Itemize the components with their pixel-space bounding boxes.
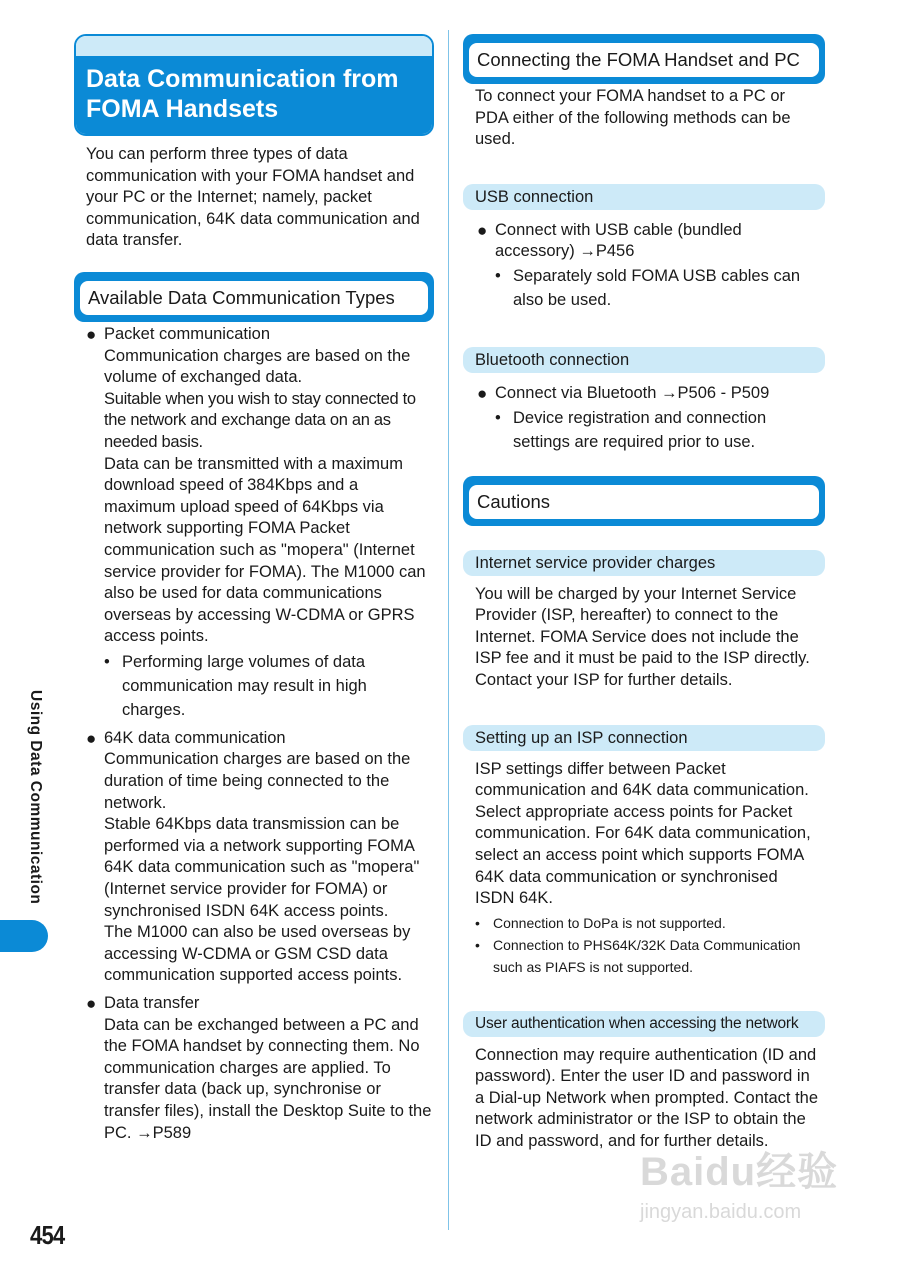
side-section-label: Using Data Communication: [27, 690, 44, 905]
small-bullet-icon: •: [495, 408, 501, 427]
packet-note-text: Performing large volumes of data communication may result in high charges.: [122, 652, 367, 719]
isp-note-2-text: Connection to PHS64K/32K Data Communication such as PIAFS is not supported.: [493, 936, 801, 975]
column-divider: [448, 30, 449, 1230]
subheading-isp-setup: Setting up an ISP connection: [463, 725, 825, 751]
bt-ref-link[interactable]: →P506 - P509: [661, 383, 770, 402]
watermark-brand: Baidu经验: [640, 1150, 839, 1194]
bt-bullet-text: Connect via Bluetooth: [495, 383, 657, 402]
small-bullet-icon: •: [495, 266, 501, 285]
section-heading-types: [74, 272, 434, 322]
k64-para-3: The M1000 can also be used overseas by accessing W-CDMA or GSM CSD data communication supported access points.: [104, 923, 411, 985]
subheading-isp-charges: Internet service provider charges: [463, 550, 825, 576]
isp-note-2: [475, 934, 825, 978]
k64-para-2: Stable 64Kbps data transmission can be performed via a network supporting FOMA 64K data communication such as "mopera" (Internet service provider for FOMA) or synchronised ISDN 64K access points.: [104, 815, 420, 920]
k64-para-1: Communication charges are based on the duration of time being connected to the network.: [104, 750, 411, 812]
packet-heading: Packet communication: [104, 324, 270, 343]
bt-bullet: [477, 383, 825, 454]
bt-note: [495, 406, 825, 454]
section-heading-types-label: Available Data Communication Types: [80, 281, 428, 315]
bullet-icon: ●: [86, 324, 97, 344]
user-auth-text: Connection may require authentication (ID and password). Enter the user ID and password in a Dial-up Network when prompted. Contact the network administrator or the ISP to obtain the ID and password, and for further details.: [475, 1045, 819, 1151]
isp-charges-text: You will be charged by your Internet Service Provider (ISP, hereafter) to connect to the Internet. FOMA Service does not include the ISP fee and it must be paid to the ISP directly. Contact your ISP for further details.: [475, 584, 810, 689]
bullet-icon: ●: [86, 994, 97, 1013]
usb-note-text: Separately sold FOMA USB cables can also be used.: [513, 266, 801, 309]
list-item-64k: [86, 728, 434, 987]
page-number: 454: [30, 1220, 65, 1250]
intro-paragraph: You can perform three types of data communication with your FOMA handset and your PC or the Internet; namely, packet communication, 64K data communication and data transfer.: [86, 145, 420, 250]
packet-para-3: Data can be transmitted with a maximum download speed of 384Kbps and a maximum upload speed of 64Kbps via network supporting FOMA Packet communication such as "mopera" (Internet service provider for FOMA). The M1000 can also be used for data communications overseas by accessing W-CDMA or GPRS access points.: [104, 454, 426, 646]
section-heading-cautions-label: Cautions: [469, 485, 819, 519]
title-strip: [76, 36, 432, 58]
transfer-heading: Data transfer: [104, 994, 200, 1012]
section-heading-connecting: [463, 34, 825, 84]
connect-intro: To connect your FOMA handset to a PC or PDA either of the following methods can be used.: [475, 87, 791, 149]
isp-note-1: [475, 912, 825, 934]
side-tab-marker: [0, 920, 48, 952]
isp-note-1-text: Connection to DoPa is not supported.: [493, 914, 726, 931]
k64-heading: 64K data communication: [104, 728, 286, 747]
right-column: [463, 34, 825, 1153]
list-item-packet: [86, 324, 434, 722]
bt-note-text: Device registration and connection settings are required prior to use.: [513, 408, 767, 451]
transfer-ref-link[interactable]: →P589: [136, 1123, 192, 1142]
isp-setup-text: ISP settings differ between Packet communication and 64K data communication. Select appropriate access points for Packet communication. For 64K data communication, select an access point which supports FOMA 64K data communication or synchronised ISDN 64K.: [475, 759, 811, 908]
section-heading-cautions: [463, 476, 825, 526]
page-title-line-1: Data Communication from: [86, 65, 399, 93]
packet-note: [104, 650, 434, 722]
subheading-usb: USB connection: [463, 184, 825, 210]
usb-bullet-text: Connect with USB cable (bundled accessory): [495, 220, 742, 261]
transfer-para: [104, 1015, 434, 1145]
main-title-box: [74, 34, 434, 136]
page-title-line-2: FOMA Handsets: [86, 95, 279, 123]
page-title: [76, 58, 432, 134]
usb-ref-link[interactable]: →P456: [579, 242, 635, 261]
packet-para-2: Suitable when you wish to stay connected to the network and exchange data on an as needed basis.: [104, 389, 416, 451]
subheading-bluetooth: Bluetooth connection: [463, 347, 825, 373]
list-item-transfer: [86, 993, 434, 1144]
left-column: [74, 34, 434, 1144]
bullet-icon: ●: [477, 220, 488, 240]
bullet-icon: ●: [86, 728, 97, 748]
small-bullet-icon: •: [104, 652, 110, 671]
small-bullet-icon: •: [475, 936, 480, 953]
watermark: [640, 1140, 860, 1250]
bullet-icon: ●: [477, 383, 488, 403]
subheading-user-auth: User authentication when accessing the network: [463, 1011, 825, 1037]
watermark-url: jingyan.baidu.com: [640, 1201, 802, 1223]
section-heading-connecting-label: Connecting the FOMA Handset and PC: [469, 43, 819, 77]
transfer-text: Data can be exchanged between a PC and the FOMA handset by connecting them. No communication charges are applied. To transfer data (back up, synchronise or transfer files), install the Desktop Suite to the PC.: [104, 1015, 432, 1142]
packet-para-1: Communication charges are based on the volume of exchanged data.: [104, 346, 411, 387]
small-bullet-icon: •: [475, 914, 480, 931]
usb-bullet: [477, 220, 825, 312]
usb-note: [495, 264, 825, 312]
